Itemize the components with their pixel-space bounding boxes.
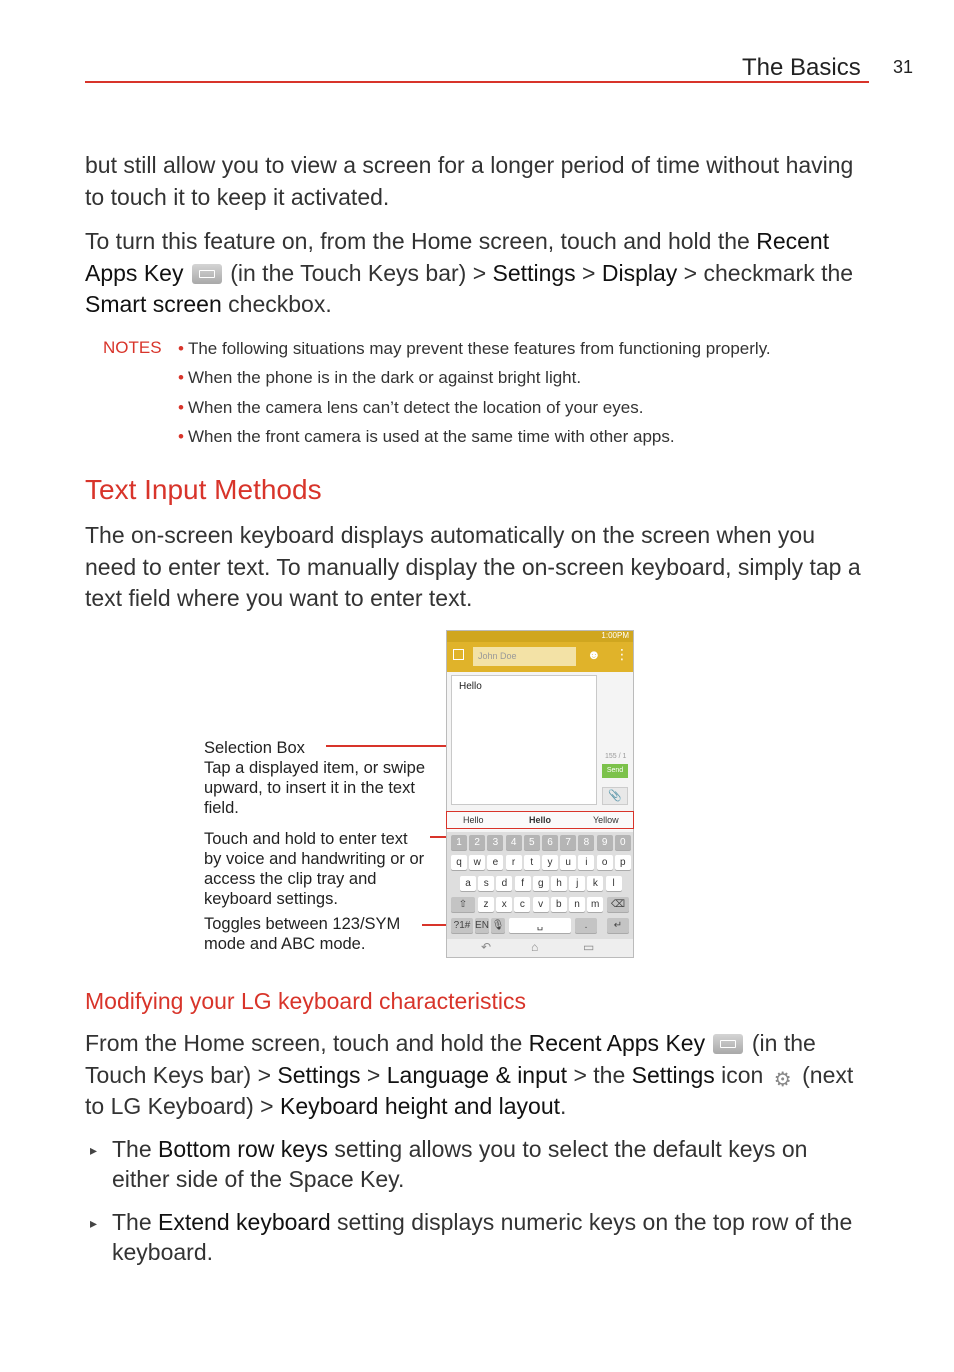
letter-key[interactable]: v bbox=[533, 897, 549, 912]
message-field[interactable] bbox=[451, 675, 597, 805]
attach-icon[interactable]: 📎 bbox=[602, 787, 628, 805]
letter-key[interactable]: z bbox=[478, 897, 494, 912]
subsection-text: From the Home screen, touch and hold the bbox=[85, 1030, 529, 1056]
section-title: Text Input Methods bbox=[85, 474, 322, 505]
header-rule bbox=[85, 81, 869, 83]
note-text: When the phone is in the dark or against bright light. bbox=[187, 368, 582, 387]
letter-key[interactable]: x bbox=[496, 897, 512, 912]
period-key[interactable]: . bbox=[575, 918, 597, 933]
home-icon[interactable]: ⌂ bbox=[531, 940, 539, 954]
letter-key[interactable]: y bbox=[542, 855, 558, 870]
voice-key[interactable]: 🎙 bbox=[491, 920, 505, 931]
number-key[interactable]: 8 bbox=[578, 835, 594, 850]
bullet-dot: • bbox=[178, 398, 184, 417]
bullet-item bbox=[90, 1134, 860, 1194]
number-key[interactable]: 6 bbox=[542, 835, 558, 850]
letter-key[interactable]: t bbox=[524, 855, 540, 870]
recipient-field[interactable]: John Doe bbox=[473, 647, 576, 666]
letter-key[interactable]: a bbox=[460, 876, 476, 891]
note-item bbox=[178, 368, 581, 388]
letter-key[interactable]: o bbox=[597, 855, 613, 870]
header-title: The Basics bbox=[742, 54, 861, 81]
note-item bbox=[178, 339, 771, 359]
intro-text: checkbox. bbox=[221, 291, 332, 317]
contact-icon[interactable]: ☻ bbox=[587, 647, 601, 662]
callout-selection-box bbox=[204, 738, 429, 818]
intro-text: > checkmark the bbox=[677, 259, 854, 286]
letter-key[interactable]: j bbox=[569, 876, 585, 891]
phone-screenshot bbox=[446, 630, 634, 958]
letter-key[interactable]: g bbox=[533, 876, 549, 891]
status-time: 1:00PM bbox=[601, 631, 629, 640]
number-key[interactable]: 7 bbox=[560, 835, 576, 850]
backspace-key[interactable]: ⌫ bbox=[607, 897, 629, 912]
number-key[interactable]: 5 bbox=[524, 835, 540, 850]
bullet-triangle-icon: ▸ bbox=[90, 1215, 98, 1231]
letter-key[interactable]: i bbox=[578, 855, 594, 870]
shift-key[interactable]: ⇧ bbox=[451, 897, 475, 912]
subsection-title: Modifying your LG keyboard characteristics bbox=[85, 988, 527, 1014]
letter-key[interactable]: u bbox=[560, 855, 576, 870]
keyboard-height-label: Keyboard height and layout bbox=[279, 1093, 561, 1119]
letter-key[interactable]: c bbox=[514, 897, 530, 912]
gear-icon: ⚙ bbox=[773, 1068, 792, 1091]
send-button[interactable]: Send bbox=[602, 764, 628, 778]
bullet-keyword: Bottom row keys bbox=[158, 1136, 329, 1162]
intro-text: > bbox=[575, 259, 602, 286]
callout-body: Tap a displayed item, or swipe upward, to insert it in the text field. bbox=[204, 759, 426, 817]
letter-key[interactable]: f bbox=[515, 876, 531, 891]
letter-key[interactable]: d bbox=[496, 876, 512, 891]
section-body: The on-screen keyboard displays automatically on the screen when you need to enter text. To manually display the on-screen keyboard, simply tap a text field where you want to enter text. bbox=[85, 522, 861, 611]
bullet-text-part: setting displays numeric keys on the top row of the keyboard. bbox=[112, 1209, 853, 1265]
bullet-text bbox=[112, 1207, 860, 1267]
subsection-text: (next to LG Keyboard) > bbox=[85, 1061, 854, 1119]
letter-key[interactable]: p bbox=[615, 855, 631, 870]
number-key[interactable]: 3 bbox=[487, 835, 503, 850]
suggestion[interactable]: Yellow bbox=[593, 815, 619, 825]
more-icon[interactable]: ⋮ bbox=[615, 646, 629, 662]
recent-apps-key-icon bbox=[192, 264, 222, 284]
letter-key[interactable]: b bbox=[551, 897, 567, 912]
letter-key[interactable]: l bbox=[606, 876, 622, 891]
bullet-text-part: The bbox=[112, 1209, 159, 1235]
letter-key[interactable]: r bbox=[506, 855, 522, 870]
sym-key[interactable]: ?1# bbox=[451, 918, 473, 933]
note-text: When the camera lens can’t detect the location of your eyes. bbox=[187, 398, 644, 417]
char-counter: 155 / 1 bbox=[605, 753, 627, 760]
notes-label: NOTES bbox=[103, 338, 162, 357]
nav-bar bbox=[447, 939, 633, 957]
note-text: The following situations may prevent these features from functioning properly. bbox=[187, 339, 771, 358]
bullet-keyword: Extend keyboard bbox=[158, 1209, 331, 1235]
display-label: Display bbox=[601, 259, 678, 286]
callout-toggle: Toggles between 123/SYM mode and ABC mode. bbox=[204, 915, 401, 953]
number-key[interactable]: 9 bbox=[597, 835, 613, 850]
callout-title: Selection Box bbox=[204, 739, 305, 757]
intro-text: To turn this feature on, from the Home screen, touch and hold the bbox=[85, 228, 757, 254]
subsection-text: . bbox=[560, 1093, 567, 1119]
note-text: When the front camera is used at the same time with other apps. bbox=[187, 427, 675, 446]
back-icon[interactable]: ↶ bbox=[481, 940, 492, 954]
suggestion[interactable]: Hello bbox=[463, 815, 484, 825]
letter-key[interactable]: w bbox=[469, 855, 485, 870]
bullet-dot: • bbox=[178, 339, 184, 358]
settings-label: Settings bbox=[492, 259, 576, 286]
bullet-item bbox=[90, 1207, 860, 1267]
subsection-text: (in the Touch Keys bar) > bbox=[85, 1030, 816, 1088]
number-key[interactable]: 2 bbox=[469, 835, 485, 850]
letter-key[interactable]: s bbox=[478, 876, 494, 891]
bullet-triangle-icon: ▸ bbox=[90, 1142, 98, 1158]
keyboard bbox=[447, 832, 633, 939]
letter-key[interactable]: h bbox=[551, 876, 567, 891]
subsection-text: > the bbox=[567, 1061, 632, 1088]
suggestion[interactable]: Hello bbox=[529, 815, 552, 825]
messaging-top-bar bbox=[447, 642, 633, 672]
callout-voice: Touch and hold to enter text by voice and handwriting or or access the clip tray and keyboard settings. bbox=[204, 830, 425, 908]
intro-text: (in the Touch Keys bar) > bbox=[223, 259, 493, 286]
status-bar bbox=[447, 631, 633, 642]
recent-apps-icon[interactable]: ▭ bbox=[583, 940, 595, 954]
recent-apps-key-label: Recent Apps Key bbox=[528, 1030, 706, 1056]
language-key[interactable]: EN bbox=[475, 920, 489, 931]
intro-paragraph-2 bbox=[85, 226, 865, 321]
number-key[interactable]: 1 bbox=[451, 835, 467, 850]
recent-apps-key-label: Recent Apps Key bbox=[85, 228, 830, 286]
note-item bbox=[178, 398, 643, 418]
letter-key[interactable]: q bbox=[451, 855, 467, 870]
bullet-text bbox=[112, 1134, 860, 1194]
letter-key[interactable]: n bbox=[569, 897, 585, 912]
selection-box-highlight bbox=[446, 811, 634, 829]
note-item bbox=[178, 427, 675, 447]
settings-label: Settings bbox=[631, 1061, 715, 1088]
language-input-label: Language & input bbox=[386, 1061, 568, 1088]
smart-screen-label: Smart screen bbox=[85, 291, 222, 317]
page-number: 31 bbox=[893, 57, 914, 77]
subsection-text: icon bbox=[714, 1061, 770, 1088]
letter-key[interactable]: e bbox=[487, 855, 503, 870]
bullet-dot: • bbox=[178, 427, 184, 446]
letter-key[interactable]: k bbox=[587, 876, 603, 891]
number-key[interactable]: 0 bbox=[615, 835, 631, 850]
menu-icon[interactable] bbox=[453, 649, 464, 660]
number-key[interactable]: 4 bbox=[506, 835, 522, 850]
bullet-text-part: setting allows you to select the default keys on either side of the Space Key. bbox=[112, 1136, 808, 1192]
bullet-dot: • bbox=[178, 368, 184, 387]
enter-key[interactable]: ↵ bbox=[607, 918, 629, 933]
subsection-paragraph bbox=[85, 1028, 865, 1123]
space-key[interactable]: ␣ bbox=[509, 918, 571, 933]
message-text: Hello bbox=[459, 681, 482, 692]
subsection-text: > bbox=[360, 1061, 387, 1088]
bullet-text-part: The bbox=[112, 1136, 159, 1162]
letter-key[interactable]: m bbox=[587, 897, 603, 912]
recent-apps-key-icon bbox=[713, 1034, 743, 1054]
intro-paragraph-1: but still allow you to view a screen for a longer period of time without having to touch it to keep it activated. bbox=[85, 152, 854, 210]
settings-label: Settings bbox=[277, 1061, 361, 1088]
